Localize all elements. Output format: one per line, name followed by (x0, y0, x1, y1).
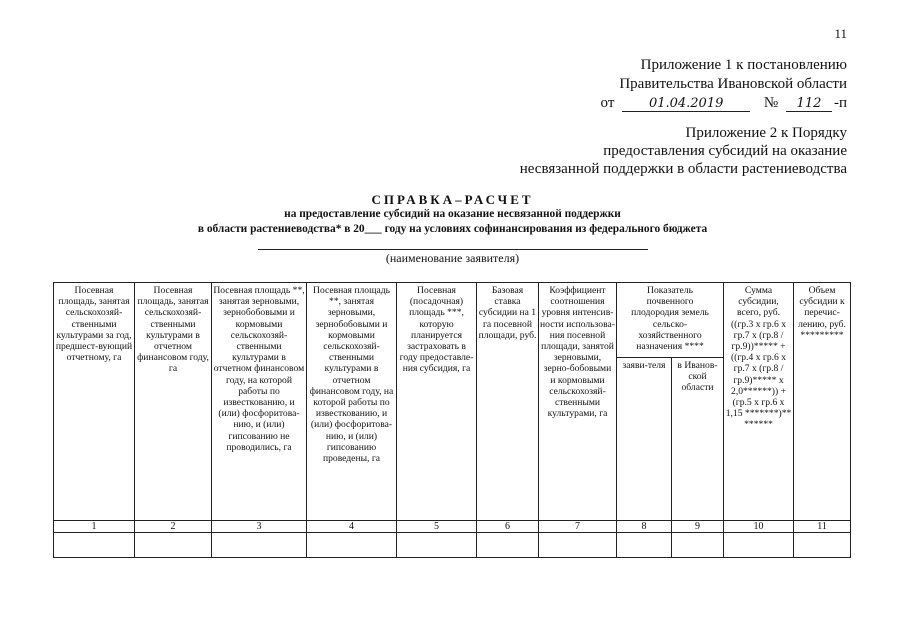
appendix1-date-line (601, 94, 847, 113)
appendix2-line1: Приложение 2 к Порядку (685, 125, 847, 141)
data-cell (212, 533, 307, 558)
column-number: 1 (54, 521, 135, 533)
appendix1-line2: Правительства Ивановской области (619, 76, 847, 92)
data-cell (397, 533, 477, 558)
column-number: 3 (212, 521, 307, 533)
document-subtitle (0, 207, 905, 237)
column-number: 5 (397, 521, 477, 533)
document-title: СПРАВКА–РАСЧЕТ (371, 192, 534, 207)
subtitle-line1: на предоставление субсидий на оказание несвязанной поддержки (284, 208, 621, 220)
applicant-label: (наименование заявителя) (385, 251, 520, 265)
column-number: 4 (307, 521, 397, 533)
data-cell (135, 533, 212, 558)
column-number: 6 (477, 521, 539, 533)
applicant-name-line (258, 249, 648, 250)
appendix1-block (601, 56, 847, 113)
column-number: 9 (672, 521, 724, 533)
subtitle-line2: в области растениеводства* в 20___ году на условиях софинансирования из федерального бюджета (197, 223, 708, 235)
data-cell (307, 533, 397, 558)
header-col2: Посевная площадь, занятая сельскохозяй-ственными культурами в отчетном финансовом году, га (135, 283, 212, 521)
header-row (54, 283, 851, 358)
column-number: 7 (539, 521, 617, 533)
appendix2-block (520, 124, 847, 178)
appendix1-line1: Приложение 1 к постановлению (640, 57, 847, 73)
data-cell (672, 533, 724, 558)
data-cell (794, 533, 851, 558)
header-col7: Коэффициент соотношения уровня интенсив-ности использова-ния посевной площади, занятой зерновыми, зерно-бобовыми и кормовыми сельскохозяй-ственными культурами, га (539, 283, 617, 521)
appendix1-number-suffix: -п (833, 95, 847, 111)
data-cell (724, 533, 794, 558)
handwritten-number: 112 (786, 97, 832, 112)
header-col8-9: Показатель почвенного плодородия земель сельско-хозяйственного назначения **** (617, 283, 724, 358)
page-number: 11 (834, 26, 847, 41)
appendix1-number-sign: № (763, 95, 779, 111)
column-number: 8 (617, 521, 672, 533)
data-cell (54, 533, 135, 558)
subheader-region: в Иванов-ской области (672, 358, 724, 521)
data-cell (477, 533, 539, 558)
header-col1: Посевная площадь, занятая сельскохозяй-ственными культурами за год, предшест-вующий отчетному, га (54, 283, 135, 521)
appendix2-line2: предоставления субсидий на оказание (603, 143, 847, 159)
calculation-table (53, 282, 851, 558)
header-col10: Сумма субсидии, всего, руб. ((гр.3 x гр.6 x гр.7 x (гр.8 / гр.9))***** + ((гр.4 x гр.6 x гр.7 x (гр.8 / гр.9)***** x 2,0******)) + (гр.5 x гр.6 x 1,15 *******)** ****** (724, 283, 794, 521)
header-col4: Посевная площадь **, занятая зерновыми, зернобобовыми и кормовыми сельскохозяй-ственными культурами в отчетном финансовом году, на которой работы по известкованию, и (или) фосфоритова-нию, и (или) гипсованию проведены, га (307, 283, 397, 521)
data-cell (539, 533, 617, 558)
header-col6: Базовая ставка субсидии на 1 га посевной площади, руб. (477, 283, 539, 521)
subheader-applicant: заяви-теля (617, 358, 672, 521)
appendix2-line3: несвязанной поддержки в области растениеводства (519, 161, 847, 177)
header-col5: Посевная (посадочная) площадь ***, которую планируется застраховать в году предоставле-ния субсидия, га (397, 283, 477, 521)
header-col3: Посевная площадь **, занятая зерновыми, зернобобовыми и кормовыми сельскохозяй-ственными культурами в отчетном финансовом году, на которой работы по известкованию, и (или) фосфоритова-нию, и (или) гипсованию не проводились, га (212, 283, 307, 521)
data-row (54, 533, 851, 558)
data-cell (617, 533, 672, 558)
column-number: 10 (724, 521, 794, 533)
handwritten-date: 01.04.2019 (622, 97, 750, 112)
appendix1-from-label: от (600, 95, 615, 111)
column-number: 11 (794, 521, 851, 533)
column-number: 2 (135, 521, 212, 533)
column-numbers-row (54, 521, 851, 533)
header-col11: Объем субсидии к перечис-лению, руб. ********* (794, 283, 851, 521)
